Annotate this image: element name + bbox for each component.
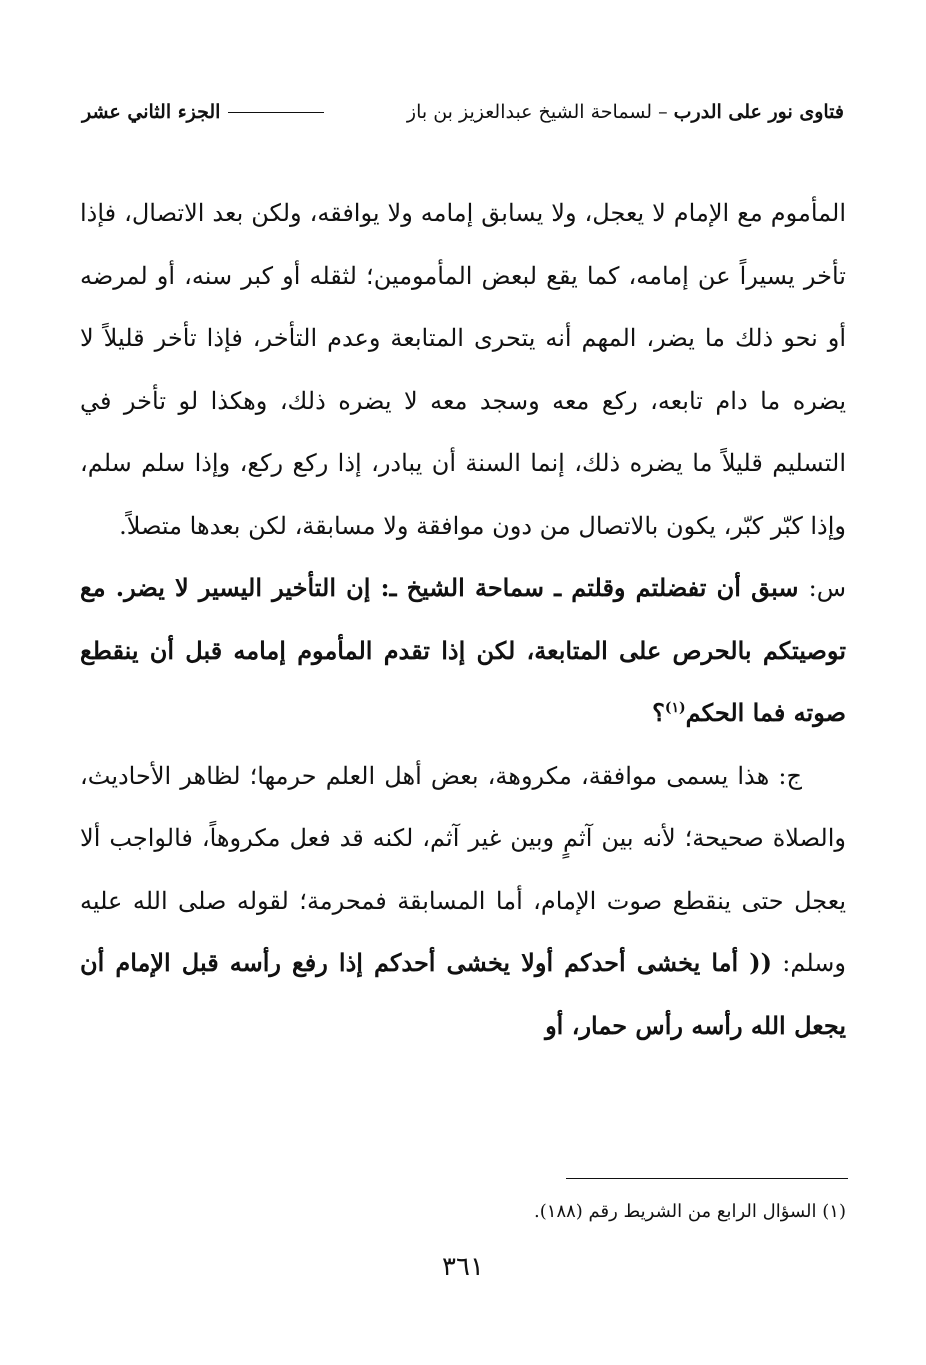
question-mark: ؟ xyxy=(652,698,665,727)
footnote: (١) السؤال الرابع من الشريط رقم (١٨٨). xyxy=(534,1201,846,1222)
footnote-reference: (١) xyxy=(664,700,686,716)
page-number: ٣٦١ xyxy=(442,1252,484,1282)
main-text xyxy=(80,182,846,1057)
question-text: سبق أن تفضلتم وقلتم ـ سماحة الشيخ ـ: إن التأخير اليسير لا يضر. مع توصيتكم بالحرص على المتابعة، لكن إذا تقدم المأموم إمامه قبل أن ينقطع صوته فما الحكم xyxy=(80,573,846,727)
footnote-divider xyxy=(566,1178,848,1179)
continued-answer-paragraph: المأموم مع الإمام لا يعجل، ولا يسابق إمامه ولا يوافقه، ولكن بعد الاتصال، فإذا تأخر يسيراً عن إمامه، كما يقع لبعض المأمومين؛ لثقله أو كبر سنه، أو لمرضه أو نحو ذلك ما يضر، المهم أنه يتحرى المتابعة وعدم التأخر، فإذا تأخر قليلاً لا يضره ما دام تابعه، ركع معه وسجد معه لا يضره ذلك، وهكذا لو تأخر في التسليم قليلاً ما يضره ذلك، إنما السنة أن يبادر، إذا ركع ركع، وإذا سلم سلم، وإذا كبّر كبّر، يكون بالاتصال من دون موافقة ولا مسابقة، لكن بعدها متصلاً. xyxy=(80,199,846,540)
running-header xyxy=(82,92,844,132)
question-paragraph xyxy=(80,557,846,745)
answer-text: ج: هذا يسمى موافقة، مكروهة، بعض أهل العلم حرمها؛ لظاهر الأحاديث، والصلاة صحيحة؛ لأنه بين آثمٍ وبين غير آثم، لكنه قد فعل مكروهاً، فالواجب ألا يعجل حتى ينقطع صوت الإمام، أما المسابقة فمحرمة؛ لقوله صلى الله عليه وسلم: xyxy=(80,761,846,977)
question-prefix: س: xyxy=(808,574,847,602)
author-name: لسماحة الشيخ عبدالعزيز بن باز xyxy=(406,101,653,123)
header-dash-rule xyxy=(228,112,324,113)
book-title: فتاوى نور على الدرب xyxy=(673,101,844,123)
volume-part: الجزء الثاني عشر xyxy=(82,101,221,123)
header-separator: – xyxy=(658,101,668,123)
header-part-group xyxy=(82,101,332,123)
hadith-quote: (( أما يخشى أحدكم أولا يخشى أحدكم إذا رفع رأسه قبل الإمام أن يجعل الله رأسه رأس حمار، أو xyxy=(80,948,846,1040)
header-title-group xyxy=(407,101,844,123)
answer-paragraph xyxy=(80,745,846,1058)
